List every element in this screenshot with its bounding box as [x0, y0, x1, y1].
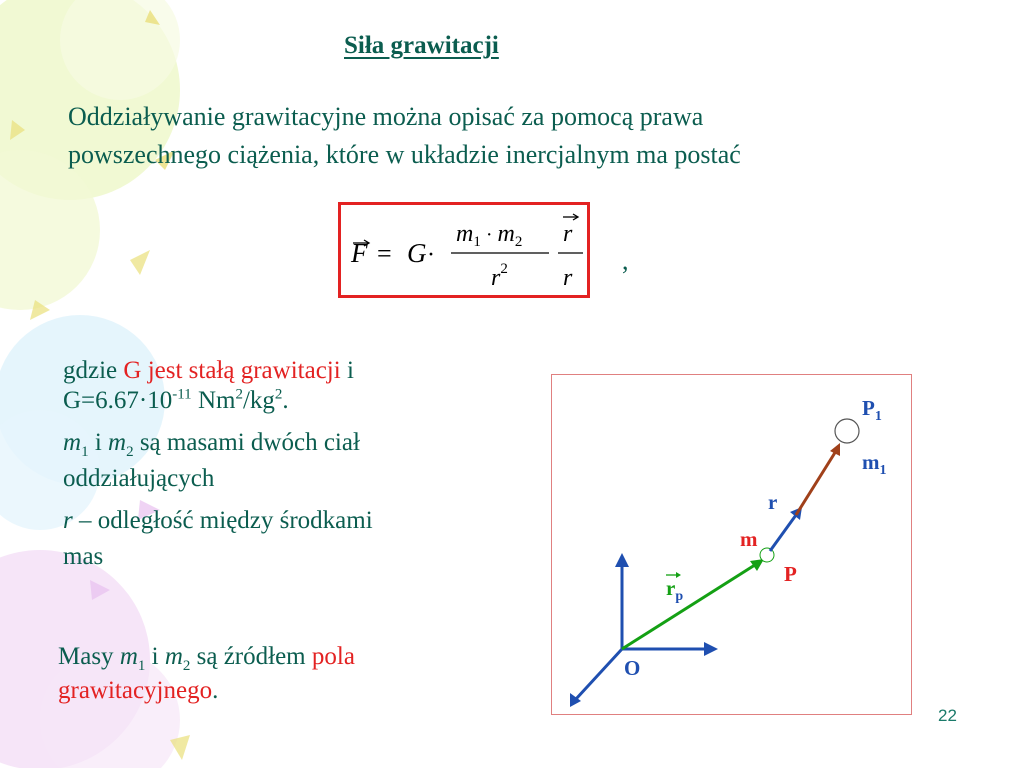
sources-m1: m — [119, 643, 138, 670]
grawitacyjnego-text: grawitacyjnego — [58, 677, 213, 704]
pola-text: pola — [311, 643, 355, 670]
sources-period: . — [212, 677, 219, 704]
formula-dot: · — [427, 242, 435, 268]
r-definition-line — [63, 500, 503, 542]
formula-m1: $m_1$ · $m_2$ — [456, 221, 523, 250]
masses-definition-line — [63, 416, 503, 458]
gdzie-text: gdzie — [63, 357, 124, 384]
formula-r-squared: $r^2$ — [491, 261, 508, 291]
g-unit-exponent: 2 — [235, 386, 243, 403]
r-symbol: r — [63, 507, 73, 534]
g-unit: Nm — [191, 387, 236, 414]
g-value-line — [63, 386, 503, 416]
formula-equals: = — [377, 239, 392, 268]
m2-subscript: 2 — [126, 444, 134, 460]
formula-r: r — [563, 265, 573, 291]
label-origin: O — [624, 656, 641, 680]
definition-g-line — [63, 356, 503, 386]
intro-line-2: powszechnego ciążenia, które w układzie inercjalnym ma postać — [68, 140, 741, 169]
and-text: i — [340, 357, 354, 384]
masses-text: są masami dwóch ciał — [133, 429, 360, 456]
g-kg: /kg — [242, 387, 275, 414]
g-kg-exponent: 2 — [274, 386, 283, 403]
sources-m1-sub: 1 — [137, 658, 146, 674]
label-p1: $P_1$ — [862, 396, 882, 424]
g-constant-text: G jest stałą grawitacji — [123, 357, 341, 384]
sources-and: i — [145, 643, 165, 670]
formula-F: F — [351, 238, 368, 268]
m2-symbol: m — [108, 429, 127, 456]
masses-definition-line-2: oddziałujących — [63, 465, 215, 492]
page-number: 22 — [938, 706, 957, 725]
intro-line-1: Oddziaływanie grawitacyjne można opisać za pomocą prawa — [68, 102, 704, 131]
formula-comma: , — [622, 246, 629, 275]
r-text: – odległość między środkami — [72, 507, 373, 534]
slide-title: Siła grawitacji — [344, 32, 499, 59]
label-r: r — [768, 490, 778, 514]
axis-depth — [576, 649, 622, 699]
sources-block — [58, 640, 498, 708]
axis-vertical-arrowhead — [615, 553, 629, 567]
sources-line-1 — [58, 640, 498, 674]
gravity-formula-box — [338, 202, 590, 298]
label-p: P — [784, 562, 797, 586]
vector-r — [770, 515, 796, 551]
gravity-formula — [341, 205, 587, 295]
formula-G: G — [407, 238, 427, 268]
g-exponent: -11 — [172, 386, 192, 403]
g-value: G=6.67·10 — [63, 387, 173, 414]
label-rp: $r_p$ — [666, 576, 684, 604]
m1-symbol: m — [63, 429, 82, 456]
sources-line-2 — [58, 674, 498, 708]
label-m: m — [740, 527, 758, 551]
mass-m1-circle — [835, 419, 859, 443]
g-period: . — [282, 387, 289, 414]
vector-r-to-p1 — [796, 451, 836, 515]
vector-rp — [622, 563, 758, 649]
vector-diagram-svg — [552, 375, 913, 716]
vector-diagram — [551, 374, 912, 715]
and-text-2: i — [88, 429, 109, 456]
axis-horizontal-arrowhead — [704, 642, 718, 656]
r-definition-line-2: mas — [63, 543, 104, 570]
formula-vector-r: r — [563, 221, 573, 247]
sources-mid: są źródłem — [190, 643, 312, 670]
sources-m2: m — [164, 643, 183, 670]
rp-vector-mark-head — [676, 572, 681, 578]
masy-text: Masy — [58, 643, 120, 670]
definitions-block — [63, 356, 503, 572]
intro-paragraph — [68, 98, 968, 174]
label-m1: $m_1$ — [862, 450, 887, 478]
m1-subscript: 1 — [81, 444, 89, 460]
sources-m2-sub: 2 — [182, 658, 191, 674]
